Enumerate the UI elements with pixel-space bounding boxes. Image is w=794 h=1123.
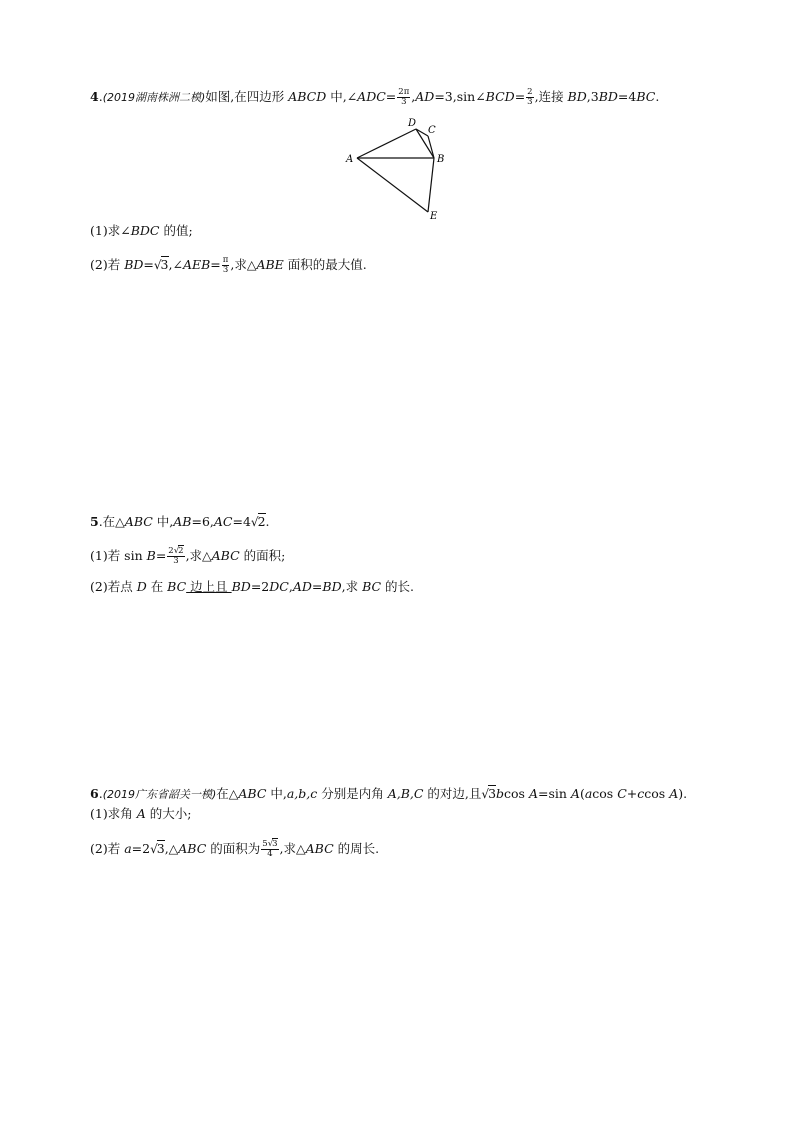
label-E: E	[430, 211, 438, 222]
q4-quadrilateral-figure	[340, 112, 450, 224]
q5-part1: (1)若 sin B= $\frac{2√2}{3}$ ,求△ABC 的面积;	[90, 546, 286, 566]
q6-part2: (2)若 a=2√3,△ABC 的面积为 $\frac{5√3}{4}$ ,求△ABC 的周长.	[90, 839, 380, 859]
q6-part1: (1)求角 A 的大小;	[90, 806, 192, 821]
fraction-2pi-3: $\frac{2\pi}{3}$	[398, 87, 410, 107]
edge-BE	[428, 158, 434, 212]
q6-number: 6	[90, 786, 99, 801]
q4-part2: (2)若 BD=√3,∠AEB= $\frac{\pi}{3}$ ,求△ABE 面积的最大值.	[90, 255, 367, 275]
q5-part2: (2)若点 D 在 BC 边上且 BD=2DC,AD=BD,求 BC 的长.	[90, 579, 414, 594]
fraction-pi-3: $\frac{\pi}{3}$	[222, 255, 229, 275]
q4-source: (2019湖南株洲二模)	[102, 91, 206, 104]
q5-number: 5	[90, 514, 99, 529]
edge-CB	[428, 136, 434, 158]
edge-AD	[357, 129, 416, 158]
fraction-5sqrt3-4: $\frac{5√3}{4}$	[262, 839, 278, 859]
q4-part1: (1)求∠BDC 的值;	[90, 223, 193, 238]
fraction-2sqrt2-3: $\frac{2√2}{3}$	[168, 546, 184, 566]
q6-source: (2019广东省韶关一模)	[102, 788, 217, 801]
q4-stem: 4.(2019湖南株洲二模)如图,在四边形 ABCD 中,∠ADC= $\frac{2\pi}{3}$ ,AD=3,sin∠BCD= $\frac{2}{3}$ ,连接 BD,3BD=4BC.	[90, 87, 660, 107]
sqrt-symbol: √	[153, 258, 162, 272]
label-D: D	[408, 118, 417, 129]
edge-AE	[357, 158, 428, 212]
q5-stem: 5.在△ABC 中,AB=6,AC=4√2.	[90, 514, 270, 529]
label-B: B	[437, 154, 445, 165]
label-C: C	[428, 125, 436, 136]
fraction-2-3: $\frac{2}{3}$	[527, 87, 533, 107]
label-A: A	[346, 154, 354, 165]
q6-stem: 6.(2019广东省韶关一模)在△ABC 中,a,b,c 分别是内角 A,B,C 的对边,且√3bcos A=sin A(acos C+ccos A).	[90, 786, 688, 801]
q4-number: 4	[90, 89, 99, 104]
